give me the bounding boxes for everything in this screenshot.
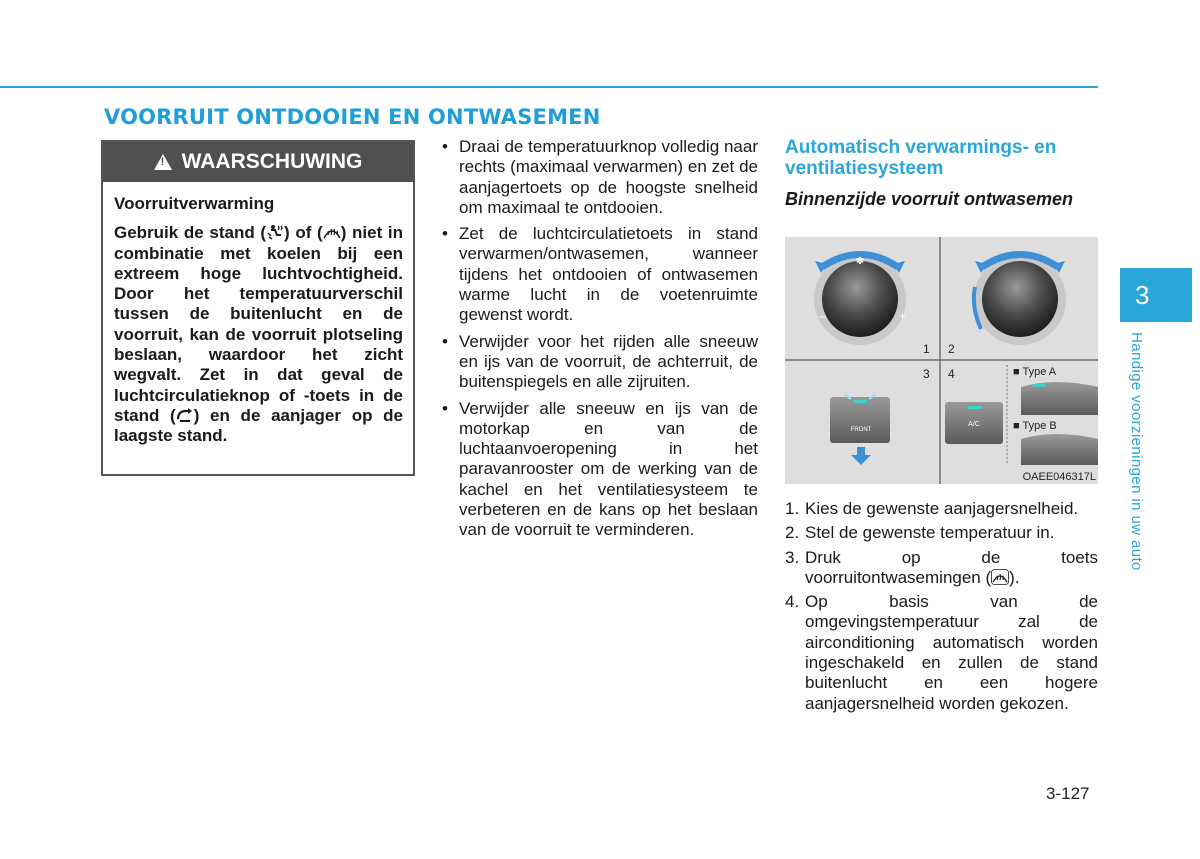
section-title: VOORRUIT ONTDOOIEN EN ONTWASEMEN [104, 105, 601, 129]
chapter-tab: 3 [1120, 268, 1192, 322]
front-defrost-icon [991, 569, 1009, 585]
figure-label-2: 2 [948, 342, 955, 356]
list-item: • Zet de luchtcirculatietoets in stand verwarmen/ontwasemen, wanneer tijdens het ontdooien of ontwasemen warme lucht in de voetenruimte gewenst wordt. [440, 224, 758, 325]
type-b-label: ■ Type B [1013, 420, 1057, 432]
subsection-title: Automatisch verwarmings- en ventilatiesysteem [785, 137, 1057, 179]
warning-triangle-icon [154, 154, 172, 170]
figure-label-4: 4 [948, 367, 955, 381]
defrost-floor-mode-icon [266, 224, 284, 240]
list-item: • Draai de temperatuurknop volledig naar rechts (maximaal verwarmen) en zet de aanjagertoets op de hoogste snelheid om maximaal te ontdooien. [440, 137, 758, 218]
figure-code: OAEE046317L [1022, 471, 1096, 483]
front-defrost-icon [323, 224, 341, 240]
figure-label-1: 1 [923, 342, 930, 356]
front-button-label: FRONT [850, 427, 872, 433]
warning-box [101, 140, 415, 476]
top-rule [0, 86, 1098, 88]
list-item: • Verwijder alle sneeuw en ijs van de motorkap en van de luchtaanvoeropening in het paravanrooster om de werking van de kachel en het ventilatiesysteem te verbeteren en de kans op het beslaan van de voorruit te verminderen. [440, 399, 758, 541]
figure-illustration [785, 237, 1098, 484]
middle-bullet-list [440, 137, 758, 547]
chapter-label: Handige voorzieningen in uw auto [1128, 332, 1145, 571]
warning-text: Gebruik de stand ( ) of ( ) niet in combinatie met koelen bij een extreem hoge luchtvochtigheid. Door het temperatuurverschil tussen de buitenlucht en de voorruit, kan de voorruit plotseling beslaan, waardoor het zicht wegvalt. Zet in dat geval de luchtcirculatieknop of -toets in de stand ( ) en de aanjager op de laagste stand. [114, 223, 403, 446]
warning-body [103, 182, 413, 447]
warning-header [103, 142, 413, 182]
subsection-subtitle: Binnenzijde voorruit ontwasemen [785, 189, 1074, 209]
svg-text:✽: ✽ [855, 256, 865, 267]
figure-label-3: 3 [923, 367, 930, 381]
page-number: 3-127 [1046, 784, 1090, 803]
right-column-header [785, 137, 1098, 210]
list-item: 1. Kies de gewenste aanjagersnelheid. [785, 499, 1079, 518]
climate-control-figure [785, 237, 1098, 484]
list-item: 3. Druk op de toets voorruitontwasemingen ( ). [785, 547, 1098, 587]
warning-header-label: WAARSCHUWING [181, 150, 363, 173]
warning-subtitle: Voorruitverwarming [114, 194, 275, 213]
figure-minus: – [819, 309, 826, 323]
list-item: 2. Stel de gewenste temperatuur in. [785, 523, 1055, 543]
steps-list [785, 499, 1098, 718]
recirculation-icon [176, 407, 194, 423]
figure-plus: + [899, 309, 907, 323]
type-a-label: ■ Type A [1013, 366, 1057, 378]
list-item: • Verwijder voor het rijden alle sneeuw en ijs van de voorruit, de achterruit, de buitenspiegels en alle zijruiten. [440, 332, 758, 393]
ac-button-label: A/C [968, 421, 980, 428]
list-item: 4. Op basis van de omgevingstemperatuur zal de airconditioning automatisch worden ingeschakeld en zullen de stand buitenlucht en een hogere aanjagersnelheid worden gekozen. [785, 592, 1098, 713]
